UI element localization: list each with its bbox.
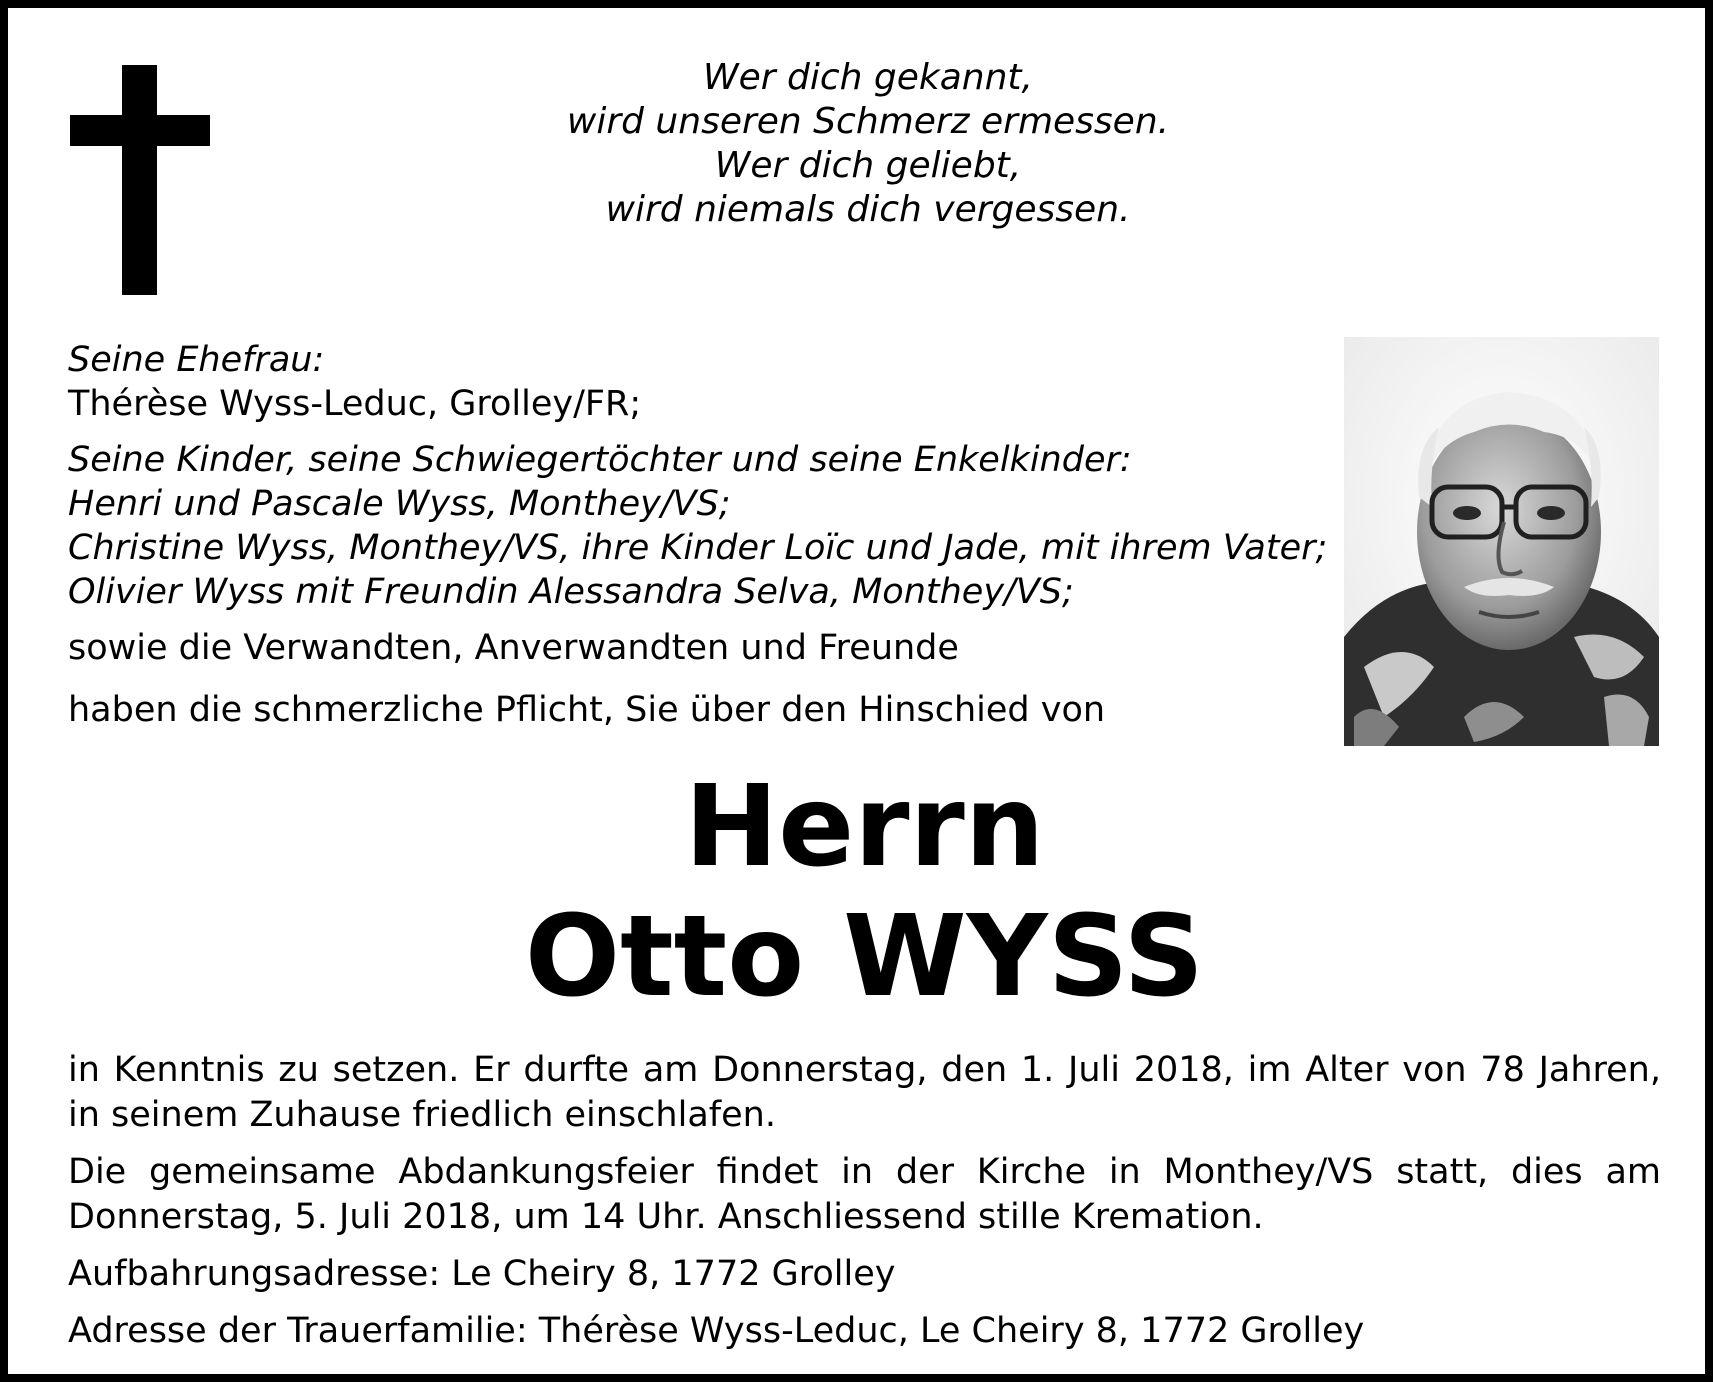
poem-line: Wer dich geliebt, <box>714 145 1022 186</box>
relatives-line: sowie die Verwandten, Anverwandten und Freunde <box>68 628 959 668</box>
children-heading: Seine Kinder, seine Schwiegertöchter und seine Enkelkinder: <box>68 440 1132 480</box>
poem-line: Wer dich gekannt, <box>703 57 1033 98</box>
details-section <box>68 1048 1661 1354</box>
child-entry: Christine Wyss, Monthey/VS, ihre Kinder Loïc und Jade, mit ihrem Vater; <box>68 528 1328 568</box>
child-entry: Olivier Wyss mit Freundin Alessandra Selva, Monthey/VS; <box>68 572 1074 612</box>
poem-line: wird unseren Schmerz ermessen. <box>566 101 1170 142</box>
wife-name: Thérèse Wyss-Leduc, Grolley/FR; <box>68 384 642 424</box>
death-notice: in Kenntnis zu setzen. Er durfte am Donnerstag, den 1. Juli 2018, im Alter von 78 Jahren, in seinem Zuhause friedlich einschlafen. <box>68 1050 1661 1135</box>
poem-line: wird niemals dich vergessen. <box>605 189 1131 230</box>
family-section <box>68 338 1328 732</box>
deceased-name-block <box>8 762 1713 1022</box>
cross-icon <box>70 65 210 295</box>
portrait-photo <box>1344 337 1659 746</box>
deceased-title: Herrn <box>684 762 1045 892</box>
deceased-name: Otto WYSS <box>524 892 1205 1022</box>
child-entry: Henri und Pascale Wyss, Monthey/VS; <box>68 484 731 524</box>
wife-heading: Seine Ehefrau: <box>68 340 325 380</box>
laying-out-address: Aufbahrungsadresse: Le Cheiry 8, 1772 Grolley <box>68 1254 896 1294</box>
ceremony-notice: Die gemeinsame Abdankungsfeier findet in der Kirche in Monthey/VS statt, dies am Donnerstag, 5. Juli 2018, um 14 Uhr. Anschliessend stille Kremation. <box>68 1152 1661 1237</box>
duty-line: haben die schmerzliche Pflicht, Sie über den Hinschied von <box>68 690 1106 730</box>
family-address: Adresse der Trauerfamilie: Thérèse Wyss-Leduc, Le Cheiry 8, 1772 Grolley <box>68 1311 1365 1351</box>
memorial-poem <box>468 56 1268 232</box>
